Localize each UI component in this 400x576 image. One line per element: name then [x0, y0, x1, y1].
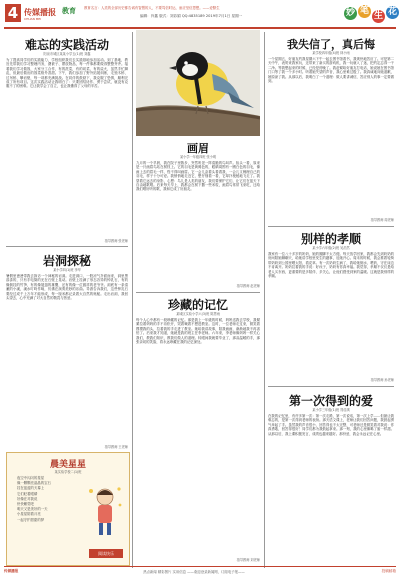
poem-box: [6, 452, 130, 566]
footer-rule: [4, 566, 396, 567]
section-name-en: CHUAN MEI: [24, 17, 42, 21]
poem-line: 夜空中闪闪的星星: [17, 476, 45, 480]
page-number: 4: [5, 4, 21, 22]
stamp-label: 阅读快乐: [89, 549, 123, 558]
side-title-char-3: 生: [373, 11, 383, 21]
divider: [136, 292, 260, 293]
poem-byline: 某实验学校二(1)班: [54, 470, 82, 474]
child-drawing: [85, 483, 125, 541]
divider: [6, 246, 128, 247]
article-body-cave: 暑假里爸爸带我去探访一个神秘的岩洞。走进洞口，一股凉气扑面而来，洞里黑漆漆的，只有手电筒的光在石壁上晃动。岩壁上挂满了形态各异的钟乳石，有的像倒挂的竹笋，有的像展翅的雄鹰，还有的像一位慈祥的老爷爷。洞底有一条清澈的小溪，溪水叮咚作响，仿佛在演奏美妙的乐曲。导游告诉我们，这些钟乳石要经过成千上万年才能形成，每一厘米都记录着大自然的奥秘。走出岩洞，我回头望去，心中充满了对大自然的敬畏与热爱。: [6, 274, 128, 301]
footer-mid: 热点新闻 精彩图片 实用信息 ——欢迎登录新闻网，订阅电子报——: [143, 570, 245, 574]
header-rule: [4, 27, 396, 29]
article-byline-promise: 某学校四年级(4)班 林小雨: [312, 51, 350, 55]
article-teacher-filial: 指导教师 孙老师: [370, 378, 394, 382]
article-title-filial: 别样的孝顺: [300, 232, 361, 246]
poem-line: 挂在蓝蓝的天幕上: [17, 486, 45, 491]
article-body-filial: 我家有一位八十多岁的奶奶，她的腿脚不太方便。每天放学回家，我都会先到奶奶的房间陪她聊聊天，给她讲学校里发生的趣事，逗她开心。周末的时候，我会推着轮椅带奶奶到公园里晒太阳、看花草。有一次奶奶生病了，我给她倒水、喂药，守在床边不肯离开。奶奶拉着我的手说：好孩子，奶奶有你真幸福。我觉得，孝顺不仅仅是给老人买东西，更重要的是多陪伴、多关心，让他们感受到家的温暖。这就是我别样的孝顺。: [268, 252, 394, 279]
article-byline-practice: 阳泉市城区某某小学五(1)班 刘鑫: [43, 52, 91, 56]
article-body-memory: 每个人心中都有一段珍藏的记忆。那是我上一年级的时候，妈妈送我去学校，我紧紧拉着妈妈的手不肯松开，哭着喊着不想进教室。这时，一位老师走过来，微笑着摸摸我的头，拉着我的手走进了教室。她给我讲故事，陪我画画，渐渐地我不再害怕了。后来我才知道，她就是我的班主任李老师。六年来，李老师像妈妈一样关心我们，教我们知识，教我们做人的道理。转眼间我就要毕业了，那双温暖的手，那张亲切的笑脸，将永远珍藏在我的记忆深处。: [136, 318, 260, 345]
article-teacher-cave: 指导教师 王老师: [104, 445, 128, 449]
bird-photo: [136, 30, 260, 136]
article-body-practice: 为了提高同学们的实践能力，学校组织我们去实践基地参加活动。到了基地，教官先带我们学习整理内务，叠被子、摆放物品，每一件事都要做得整整齐齐。接着我们学习做饭，大家分工合作，有的洗菜，有的切菜，有的烧火，虽然手忙脚乱，但最后做出的饭菜格外香甜。下午，我们参加了野外拓展训练，走独木桥、过吊桥、攀岩壁，每一项都充满挑战。在同伴的鼓励下，我克服了恐惧，顺利完成了所有项目。这次实践活动让我明白了：只要团结协作、勇于尝试，就没有克服不了的困难。它让我学会了自立，也让我懂得了父母的辛苦。: [6, 58, 128, 89]
article-title-love: 第一次得到的爱: [288, 394, 373, 408]
poem-line: 像一颗颗亮晶晶的宝石: [17, 481, 51, 486]
article-teacher-practice: 指导教师 张老师: [104, 239, 128, 243]
column-divider: [132, 32, 133, 568]
article-byline-memory: 某城区实验小学六(3)班 陈思雨: [176, 312, 220, 316]
divider: [268, 226, 394, 227]
poem-line: 明天又是美好的一天: [17, 507, 48, 512]
poem-line: 好像在对我说: [17, 496, 38, 501]
article-body-love: 在我的记忆里，有许多第一次：第一次走路，第一次说话，第一次上学……但最让我难忘的，是第一次得到老师的表扬。那天语文课上，老师让我们回答问题，我鼓起勇气举起了手。虽然我的声音很小，回答得也不太完整，可老师还是微笑着对我说：你真勇敢，回答得很好！同学们都为我鼓起掌来。那一刻，我的心里像喝了蜜一样甜。从那以后，我上课积极发言，成绩也越来越好。那份爱，我会永远记在心里。: [268, 414, 394, 436]
side-title-char-2: 笔: [359, 6, 369, 16]
header-editor-line: 编辑：肖鑫 版式：刘彩娟 QQ:4835189 2019年7月1日 星期一: [140, 14, 243, 18]
side-title-char-4: 花: [387, 7, 397, 17]
poem-line: 它们眨着眼睛: [17, 491, 38, 496]
poem-line: 小星星陪着月亮: [17, 512, 41, 517]
side-title: [344, 4, 400, 26]
article-byline-cave: 某小学四(1)班 李华: [53, 268, 81, 272]
article-teacher-promise: 指导教师 周老师: [370, 218, 394, 222]
header-motto: 教育名言：人类的全部历史都告诫有智慧的人，不要笃信时运，而应坚信思想。——爱默生: [84, 6, 220, 10]
article-byline-love: 某小学三年级(1)班 郑佳琪: [312, 408, 350, 412]
article-byline-thrush: 某小学一年级四班 张小明: [179, 155, 217, 159]
article-body-thrush: 九月的一个早晨，我在院子里散步，突然听见一阵清脆的鸟叫声。抬头一看，原来是一只画眉鸟站在树枝上。它的羽毛是黄褐色的，眼睛周围有一圈白色的羽毛，像画上去的眉毛一样，怪不得叫画眉。它一会儿歪着头看看我，一会儿又梳理自己的羽毛，样子十分可爱。我悄悄地走近它，想仔细看一看，它却扑棱棱地飞走了。我望着它远去的身影，心想：鸟儿是人类的朋友，我们要保护它们，让它们在蓝天下自由地歌唱。后来每天早上，我都会在树下撒一些米粒，画眉鸟常常飞来吃，还给我们唱好听的歌，我和它成了好朋友。: [136, 161, 260, 192]
footer-left: 传媒播报: [4, 569, 19, 573]
article-byline-filial: 某小学六年级(2)班 吴浩然: [312, 246, 350, 250]
article-title-cave: 岩洞探秘: [42, 254, 91, 268]
poem-line: 快快睡觉吧: [17, 502, 34, 507]
column-divider: [264, 32, 265, 568]
footer-bar: [4, 568, 396, 575]
article-title-promise: 我失信了，真后悔: [287, 38, 375, 51]
article-title-memory: 珍藏的记忆: [167, 298, 228, 312]
footer-right: 投稿邮箱: [381, 569, 396, 573]
article-title-practice: 难忘的实践活动: [24, 38, 109, 52]
section-name: 传媒播报: [24, 8, 56, 17]
side-title-char-1: 妙: [345, 8, 355, 18]
page-header: [0, 0, 400, 28]
article-body-promise: 一个星期五，好朋友约我星期六下午一起去图书馆看书，我爽快地答应了。可是第二天中午，表哥来我家玩，还带来了新买的游戏机，我一玩就入了迷，把约定忘得一干二净。等我想起来的时候，已经是傍晚了。我赶紧给好朋友打电话，她说她在图书馆门口等了我一个多小时。听着她失望的声音，我心里难过极了。我真诚地向她道歉，她原谅了我。从那以后，我明白了一个道理：做人要讲诚信，答应别人的事一定要做到。: [268, 57, 394, 84]
divider: [268, 386, 394, 387]
section-tag: 教育: [62, 7, 76, 15]
poem-line: 一起守护甜甜的梦: [17, 517, 45, 522]
article-title-thrush: 画眉: [187, 142, 209, 155]
article-teacher-memory: 指导教师 刘老师: [236, 558, 260, 562]
poem-title: 晨美星星: [49, 460, 86, 470]
poem-lines: [17, 476, 81, 523]
article-teacher-thrush: 指导教师 赵老师: [236, 284, 260, 288]
